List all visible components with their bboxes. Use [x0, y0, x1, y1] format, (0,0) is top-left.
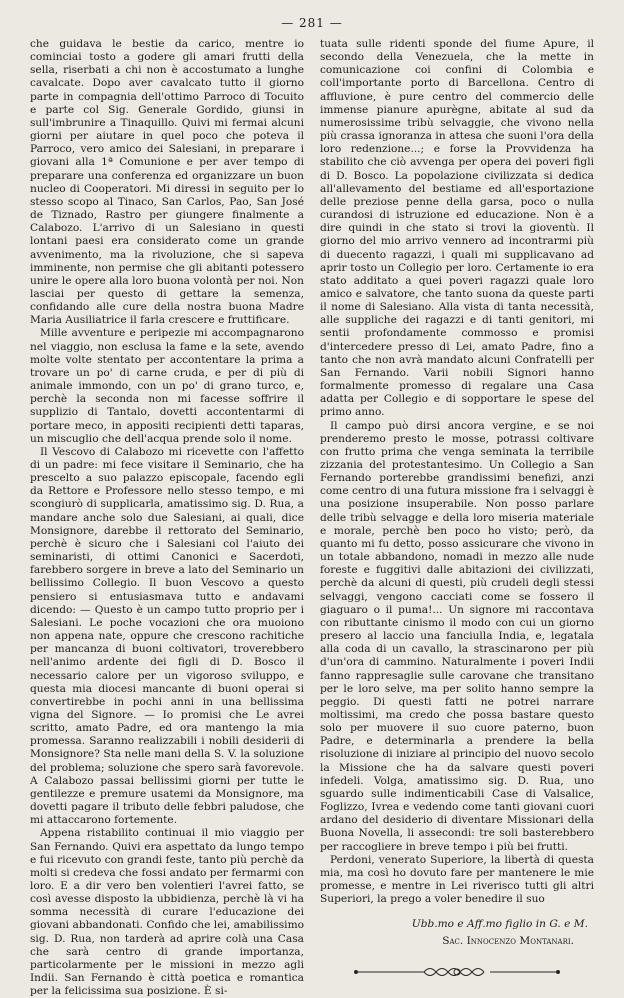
ornamental-divider: [352, 963, 562, 981]
paragraph: Perdoni, venerato Superiore, la libertà di questa mia, ma così ho dovuto fare per mantenere le mie promesse, e mentre in Lei riverisco tutti gli altri Superiori, la prego a voler benedire il suo: [320, 853, 594, 906]
left-column: [30, 38, 304, 998]
paragraph: Il campo può dirsi ancora vergine, e se noi prenderemo presto le mosse, potrassi coltivare con frutto prima che venga seminata la terribile zizzania del protestantesimo. Un Collegio a San Fernando porterebbe grandissimi benefizi, anzi come centro di una futura missione fra i selvaggi è una posizione insuperabile. Non posso parlare delle tribù selvagge e della loro miseria materiale e morale, perchè ben poco ho visto; però, da quanto mi fu detto, posso assicurare che vivono in un totale abbandono, nomadi in mezzo alle nude foreste e fuggitivi dalle abitazioni dei civilizzati, perchè da alcuni di questi, più crudeli degli stessi selvaggi, vengono cacciati come se fossero il giaguaro o il puma!... Un signore mi raccontava con ributtante cinismo il modo con cui un giorno presero al laccio una fanciulla India, e, legatala alla coda di un cavallo, la strascinarono per più d'un'ora di cammino. Naturalmente i poveri Indii fanno rappresaglie sulle carovane che transitano per le loro selve, ma per solito hanno sempre la peggio. Di questi fatti ne potrei narrare moltissimi, ma credo che possa bastare questo solo per muovere il suo cuore paterno, buon Padre, e determinarla a prendere la bella risoluzione di iniziare al principio del nuovo secolo la Missione che ha da salvare questi poveri infedeli. Volga, amatissimo sig. D. Rua, uno sguardo sulle indimenticabili Case di Valsalice, Foglizzo, Ivrea e vedendo come tanti giovani cuori ardano del desiderio di diventare Missionari della Buona Novella, li assecondi: tre soli basterebbero per raccogliere in breve tempo i più bei frutti.: [320, 419, 594, 853]
signature: Sac. Innocenzo Montanari.: [442, 935, 574, 948]
paragraph: Il Vescovo di Calabozo mi ricevette con l'affetto di un padre: mi fece visitare il Seminario, che ha prescelto a suo palazzo episcopale, facendo egli da Rettore e Professore nello stesso tempo, e mi scongiurò di supplicarla, amatissimo sig. D. Rua, a mandare anche solo due Salesiani, ai quali, dice Monsignore, darebbe il rettorato del Seminario, perchè è sicuro che i Salesiani col l'aiuto dei seminaristi, di ottimi Canonici e Sacerdoti, farebbero sorgere in breve a lato del Seminario un bellissimo Collegio. Il buon Vescovo a questo pensiero si entusiasmava tutto e andavami dicendo: — Questo è un campo tutto proprio per i Salesiani. Le poche vocazioni che ora muoiono non appena nate, oppure che crescono rachitiche per mancanza di buoni coltivatori, troverebbero nell'animo ardente dei figli di D. Bosco il necessario calore per un vigoroso sviluppo, e questa mia diocesi mancante di buoni operai si convertirebbe in pochi anni in una bellissima vigna del Signore. — Io promisi che Le avrei scritto, amato Padre, ed ora mantengo la mia promessa. Saranno realizzabili i nobili desiderii di Monsignore? Sta nelle mani della S. V. la soluzione del problema; soluzione che spero sarà favorevole. A Calabozo passai bellissimi giorni per tutte le gentilezze e premure usatemi da Monsignore, ma dovetti pagare il tributo delle febbri paludose, che mi attaccarono fortemente.: [30, 445, 304, 827]
page-number: — 281 —: [281, 16, 343, 30]
paragraph: che guidava le bestie da carico, mentre io cominciai tosto a godere gli amari frutti della sella, riserbati a chi non è accostumato a lunghe cavalcate. Dopo aver cavalcato tutto il giorno parte in compagnia dell'ottimo Parroco di Tocuito e parte col Sig. Generale Gordido, giunsi in sull'imbrunire a Tinaquillo. Quivi mi fermai alcuni giorni per aiutare in quel poco che poteva il Parroco, vero amico dei Salesiani, in preparare i giovani alla 1ª Comunione e per aver tempo di preparare una conferenza ed organizzare un buon nucleo di Cooperatori. Mi diressi in seguito per lo stesso scopo al Tinaco, San Carlos, Pao, San José de Tiznado, Rastro per giungere finalmente a Calabozo. L'arrivo di un Salesiano in questi lontani paesi era considerato come un grande avvenimento, ma la rivoluzione, che si sapeva imminente, non permise che gli abitanti potessero unire le opere alla loro buona volontà per noi. Non lasciai per questo di gettare la semenza, confidando alle cure della nostra buona Madre Maria Ausiliatrice il farla crescere e fruttificare.: [30, 38, 304, 327]
paragraph: Mille avventure e peripezie mi accompagnarono nel viaggio, non esclusa la fame e la sete, avendo molte volte stentato per accontentare la prima a trovare un po' di carne cruda, e per di più di animale immondo, con un po' di grano turco, e, perchè la seconda non mi facesse soffrire il supplizio di Tantalo, dovetti accontentarmi di portare meco, in appositi recipienti detti taparas, un miscuglio che dell'acqua prende solo il nome.: [30, 327, 304, 445]
paragraph: tuata sulle ridenti sponde del fiume Apure, il secondo della Venezuela, che la mette in comunicazione coi confini di Colombia e coll'importante porto di Barcellona. Centro di affluvione, è pure centro del commercio delle immense pianure apurègne, abitate al sud da numerosissime tribù selvaggie, che vivono nella più crassa ignoranza in attesa che suoni l'ora della loro redenzione...; e forse la Provvidenza ha stabilito che ciò avvenga per opera dei poveri figli di D. Bosco. La popolazione civilizzata si dedica all'allevamento del bestiame ed all'esportazione delle preziose penne della garsa, poco o nulla curandosi di istruzione ed educazione. Non è a dire quindi in che stato si trovi la gioventù. Il giorno del mio arrivo vennero ad incontrarmi più di duecento ragazzi, i quali mi supplicavano ad aprir tosto un Collegio per loro. Certamente io era stato additato a quei poveri ragazzi quale loro amico e salvatore, che tanto suona da queste parti il nome di Salesiano. Alla vista di tanta necessità, alle suppliche dei ragazzi e di tanti genitori, mi sentii profondamente commosso e promisi d'intercedere presso di Lei, amato Padre, fino a tanto che non avrà mandato alcuni Confratelli per San Fernando. Varii nobili Signori hanno formalmente promesso di regalare una Casa adatta per Collegio e di sopportare le spese del primo anno.: [320, 38, 594, 419]
closing-salutation: Ubb.mo e Aff.mo figlio in G. e M.: [411, 918, 588, 931]
paragraph: Appena ristabilito continuai il mio viaggio per San Fernando. Quivi era aspettato da lungo tempo e fui ricevuto con grandi feste, tanto più perchè da molti si credeva che fossi andato per fermarmi con loro. E a dir vero ben volentieri l'avrei fatto, se così avesse disposto la ubbidienza, perchè là vi ha somma necessità di curare l'educazione dei giovani abbandonati. Confido che lei, amabilissimo sig. D. Rua, non tarderà ad aprire colà una Casa che sarà centro di grande importanza, particolarmente per le missioni in mezzo agli Indii. San Fernando è città poetica e romantica per la felicissima sua posizione. È si-: [30, 827, 304, 998]
text-columns: [30, 38, 594, 998]
right-column: [320, 38, 594, 948]
